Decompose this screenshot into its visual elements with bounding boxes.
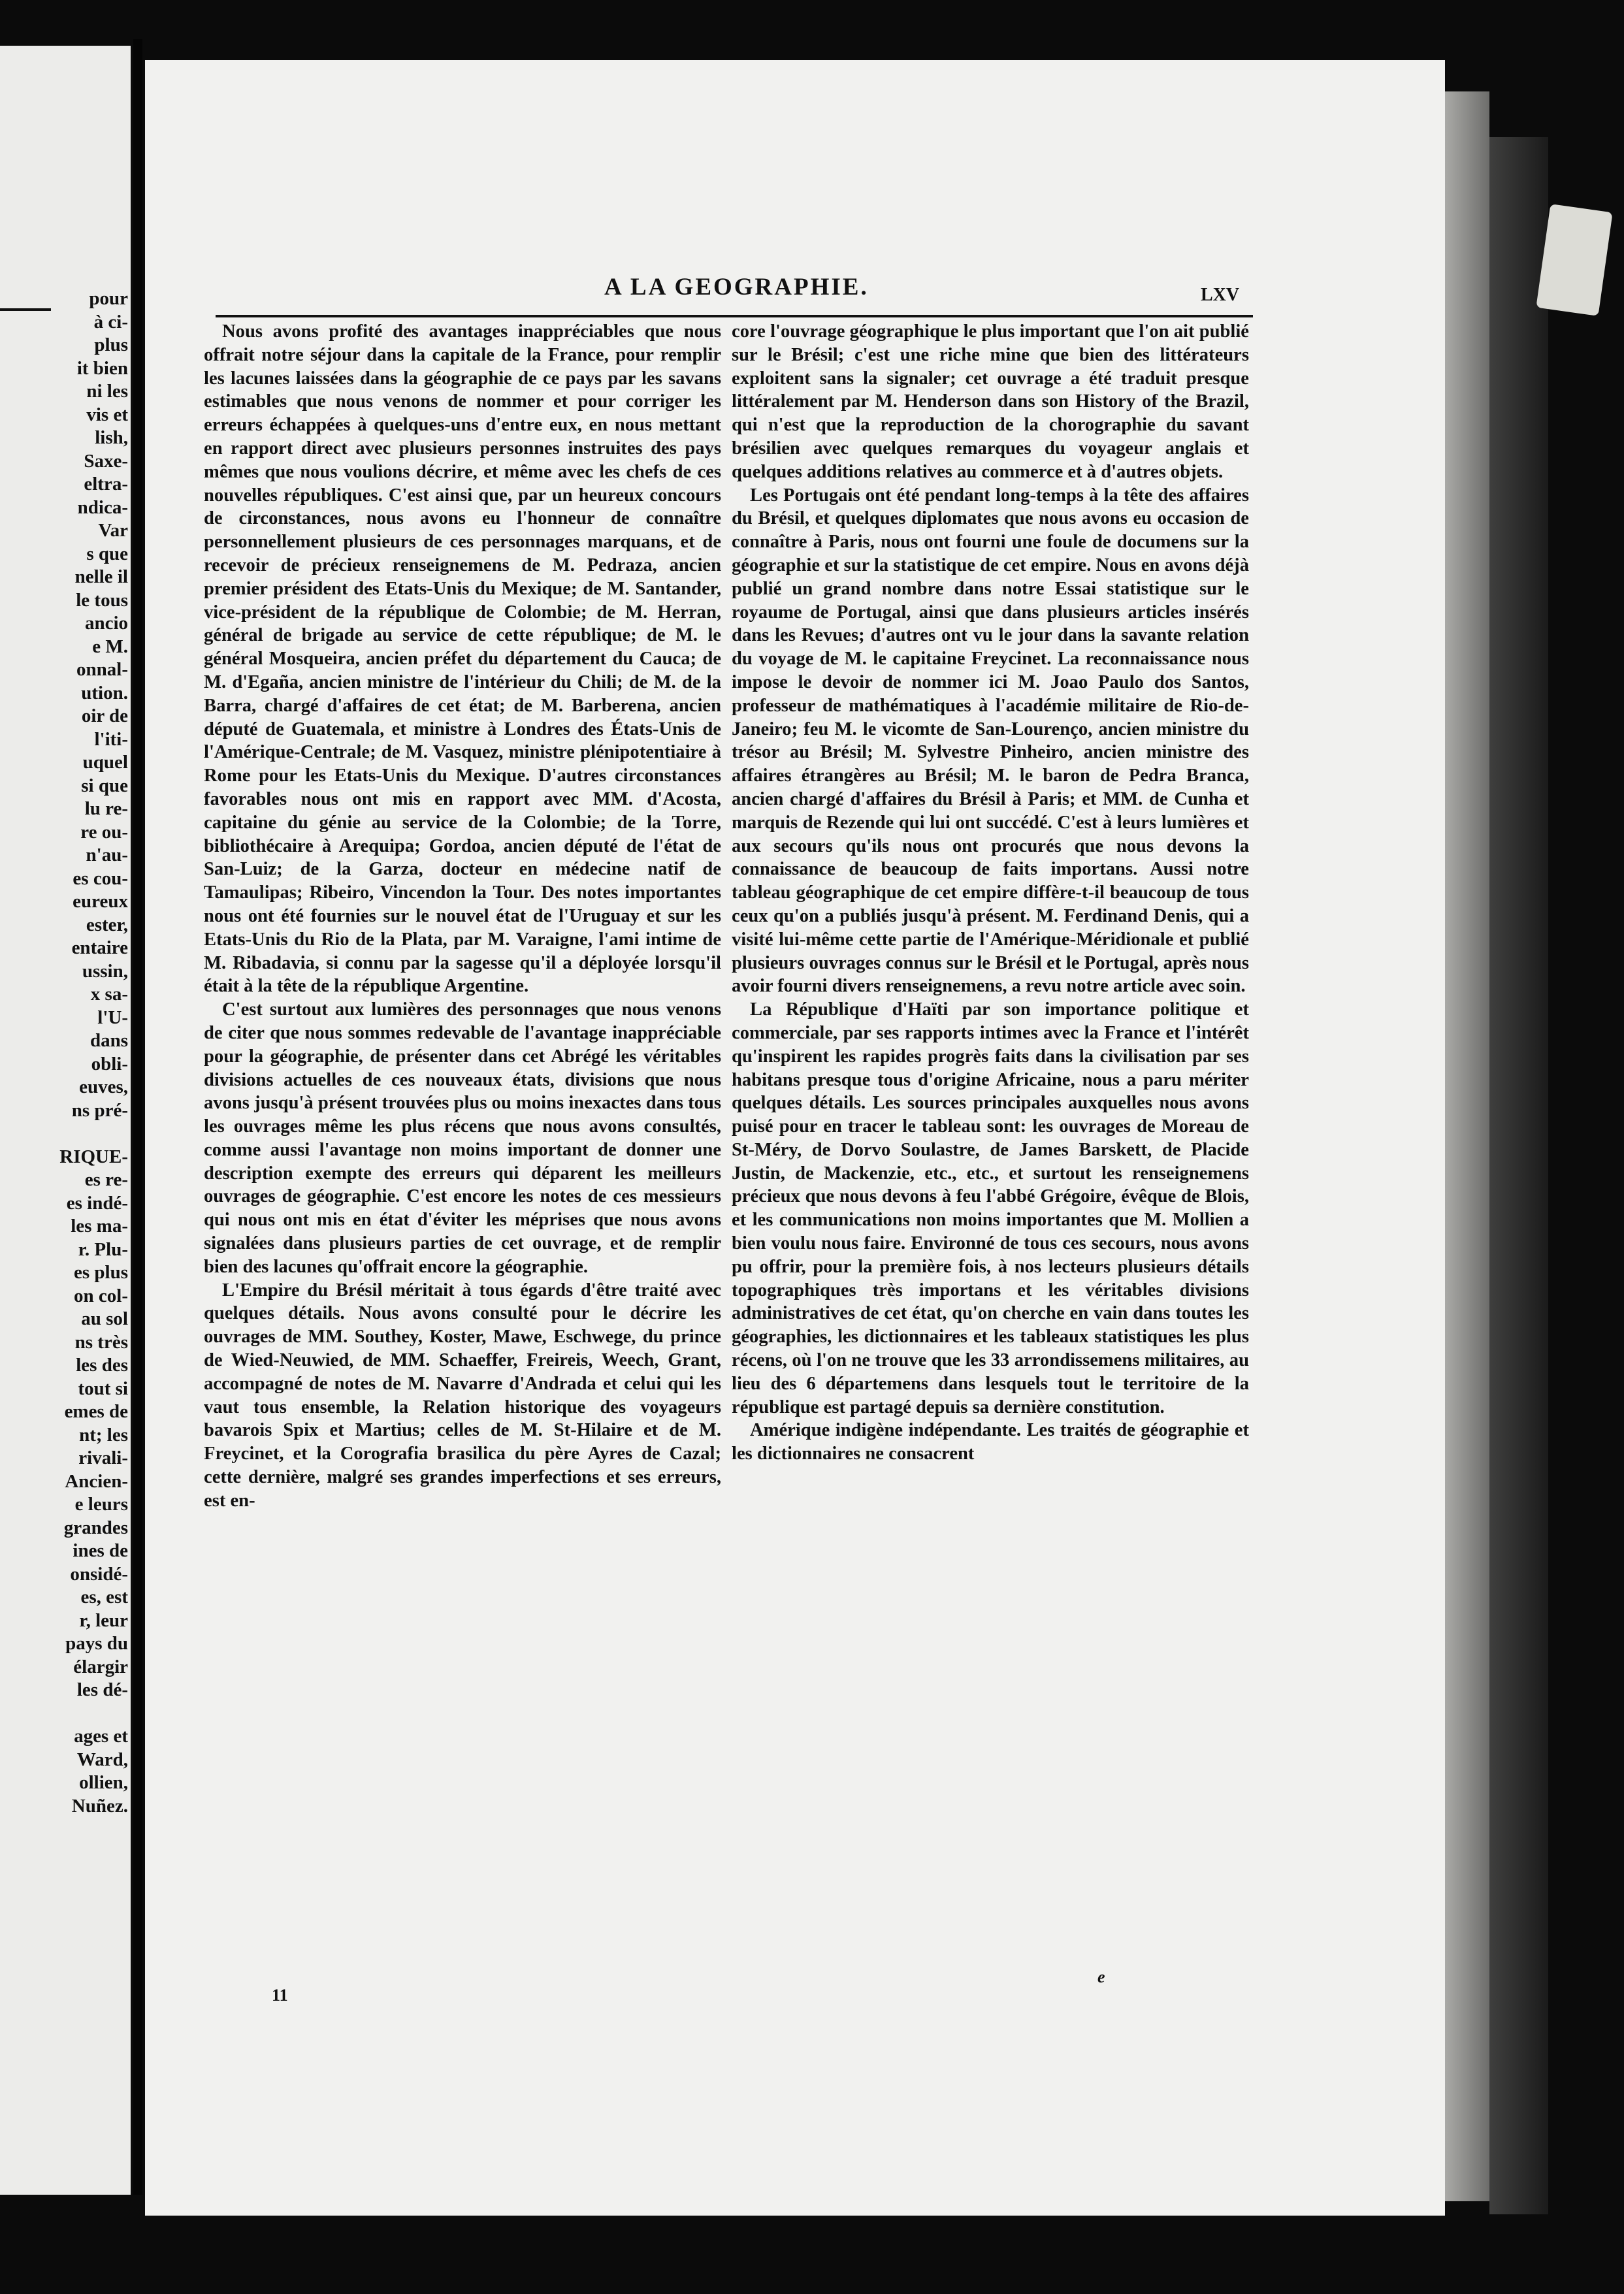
fragment-line [4, 1122, 128, 1146]
fragment-line: ution. [81, 682, 128, 703]
fragment-line: ussin, [82, 960, 128, 982]
signature-mark-right: e [1097, 1967, 1105, 1986]
page-number: LXV [1201, 285, 1240, 305]
fragment-line: Ward, [76, 1749, 128, 1770]
fragment-line: r, leur [79, 1609, 128, 1631]
fragment-line: le tous [76, 589, 128, 611]
fragment-line: les ma- [71, 1216, 128, 1236]
paragraph: C'est surtout aux lumières des personnages que nous venons de citer que nous sommes redevable de l'avantage inappréciable pour la géographie, de présenter dans cet Abrégé les véritables divisions actuelles de ces nouveaux états, divisions que nous avons jusqu'à présent trouvées plus ou moins inexactes dans tous les ouvrages même les plus récens que nous avons consultés, comme aussi l'avantage non moins important de donner une description exempte des erreurs qui déparent les meilleurs ouvrages de géographie. C'est encore les notes de ces messieurs qui nous ont mis en état d'éviter les méprises que nous avons signalées dans plusieurs parties de cet ouvrage, et de remplir bien des lacunes qu'offrait encore la géographie. [204, 999, 721, 1277]
fragment-line: ines de [73, 1540, 128, 1561]
fragment-line: emes de [64, 1401, 128, 1422]
paragraph: Nous avons profité des avantages inappréciables que nous offrait notre séjour dans la capitale de la France, pour remplir les lacunes laissées dans la géographie de ce pays par les savans estimables que nous venons de nommer et pour corriger les erreurs échappées à quelques-uns d'entre eux, en nous mettant en rapport direct avec plusieurs personnes instruites des pays mêmes que nous voulions décrire, et même avec les chefs de ces nouvelles républiques. C'est ainsi que, par un heureux concours de circonstances, nous avons eu l'honneur de connaître personnellement plusieurs de ces personnages marquans, et de recevoir de précieux renseignemens de M. Pedraza, ancien premier président des Etats-Unis du Mexique; de M. Santander, vice-président de la république de Colombie; de M. Herran, général de brigade au service de cette république; de M. le général Mosqueira, ancien préfet du département du Cauca; de M. d'Egaña, ancien ministre de l'intérieur du Chili; de M. de la Barra, chargé d'affaires de cet état; de M. Barberena, ancien député de Guatemala, et ministre à Londres des États-Unis de l'Amérique-Centrale; de M. Vasquez, ministre plénipotentiaire à Rome pour les Etats-Unis du Mexique. D'autres circonstances favorables nous ont mis en rapport avec MM. d'Acosta, capitaine du génie au service de la Colombie; de la Torre, bibliothécaire à Arequipa; Gordoa, ancien député de l'état de San-Luiz; de la Garza, docteur en médecine natif de Tamaulipas; Ribeiro, Vincendon la Tour. Des notes importantes nous ont été fournies sur le nouvel état de l'Uruguay et sur les Etats-Unis du Rio de la Plata, par M. Varaigne, l'ami intime de M. Ribadavia, si connu par la sagesse qu'il a déployée lorsqu'il était à la tête de la république Argentine. [204, 321, 721, 997]
fragment-line: pays du [65, 1633, 128, 1654]
fragment-line: es plus [73, 1262, 128, 1283]
fragment-line: vis et [86, 404, 128, 425]
fragment-line: lish, [95, 427, 128, 448]
fragment-line: nt; les [79, 1424, 128, 1446]
fragment-line: x sa- [90, 984, 128, 1005]
text-column-right [732, 320, 1249, 1466]
paragraph: Amérique indigène indépendante. Les traités de géographie et les dictionnaires ne consacrent [732, 1420, 1249, 1464]
book-spine-shadow [1489, 137, 1548, 2214]
facing-page [0, 46, 131, 2195]
fragment-line: s que [86, 543, 128, 564]
fragment-line: les dé- [76, 1679, 128, 1700]
fragment-line: grandes [63, 1517, 128, 1538]
fragment-line: lu re- [84, 798, 128, 819]
signature-mark: 11 [272, 1986, 288, 2005]
facing-page-text-fragments [4, 287, 128, 1818]
fragment-line: it bien [76, 357, 128, 379]
fragment-line: Ancien- [65, 1470, 128, 1492]
fragment-line: uquel [82, 752, 128, 773]
book-gutter [133, 39, 142, 2195]
paper-scrap [1536, 204, 1612, 316]
fragment-line: nelle il [74, 566, 128, 587]
fragment-line: onnal- [76, 659, 128, 680]
fragment-line: oir de [81, 705, 128, 726]
fragment-line: r. Plu- [78, 1238, 128, 1260]
fragment-line: eltra- [84, 474, 128, 494]
fragment-line [4, 1702, 128, 1726]
text-column-left [204, 320, 721, 1513]
fragment-line: n'au- [86, 845, 128, 865]
running-head: A LA GEOGRAPHIE. [604, 274, 869, 300]
fragment-line: es indé- [66, 1192, 128, 1214]
fragment-line: si que [81, 775, 128, 796]
fragment-line: re ou- [80, 821, 128, 843]
fragment-line: Var [98, 520, 128, 541]
fragment-line: es, est [80, 1587, 128, 1607]
paragraph: Les Portugais ont été pendant long-temps à la tête des affaires du Brésil, et quelques diplomates que nous avons eu occasion de connaître à Paris, nous ont fourni une foule de documens sur la géographie et sur la statistique de cet empire. Nous en avons déjà publié un grand nombre dans notre Essai statistique sur le royaume de Portugal, ainsi que dans plusieurs articles insérés dans les Revues; d'autres ont vu le jour dans la savante relation du voyage de M. le capitaine Freycinet. La reconnaissance nous impose le devoir de nommer ici M. Joao Paulo dos Santos, professeur de mathématiques à l'académie militaire de Rio-de-Janeiro; feu M. le vicomte de San-Lourenço, ancien ministre du trésor au Brésil; M. Sylvestre Pinheiro, ancien ministre des affaires étrangères au Brésil; M. le baron de Pedra Branca, ancien chargé d'affaires du Brésil à Paris; et MM. de Cunha et marquis de Rezende qui lui ont succédé. C'est à leurs lumières et aux secours qu'ils nous ont procurés que nous devons la connaissance de beaucoup de faits importans. Aussi notre tableau géographique de cet empire diffère-t-il beaucoup de tous ceux qu'on a publiés jusqu'à présent. M. Ferdinand Denis, qui a visité lui-même cette partie de l'Amérique-Méridionale et publié plusieurs ouvrages connus sur le Brésil et le Portugal, après nous avoir fourni divers renseignemens, a revu notre article avec soin. [732, 485, 1249, 997]
fragment-line: plus [94, 334, 128, 355]
fragment-line: les des [76, 1355, 128, 1376]
paragraph: La République d'Haïti par son importance politique et commerciale, par ses rapports intimes avec la France et l'intérêt qu'inspirent les rapides progrès faits dans la civilisation par ses habitans presque tous d'origine Africaine, nous a paru mériter quelques détails. Les sources principales auxquelles nous avons puisé pour en tracer le tableau sont: les ouvrages de Moreau de St-Méry, de Dorvo Soulastre, de James Barskett, de Placide Justin, de Mackenzie, etc., etc., et surtout les renseignemens précieux que nous devons à feu l'abbé Grégoire, évêque de Blois, et les communications non moins importantes que M. Mollien a bien voulu nous faire. Environné de tous ces secours, nous avons pu offrir, pour la première fois, à nos lecteurs plusieurs détails topographiques très importans et les véritables divisions administratives de cet état, qu'on cherche en vain dans toutes les géographies, les dictionnaires et les tableaux statistiques les plus récens, où l'on ne trouve que les 33 arrondissemens militaires, au lieu des 6 départemens dans lesquels tout le territoire de la république est partagé depuis sa dernière constitution. [732, 999, 1249, 1417]
fragment-line: ns très [74, 1331, 128, 1353]
fragment-line: à ci- [93, 311, 128, 332]
fragment-line: es re- [84, 1169, 128, 1190]
fragment-line: ndica- [77, 496, 128, 518]
fragment-line: obli- [91, 1053, 128, 1074]
fragment-line: ollien, [79, 1772, 128, 1793]
fragment-line: entaire [71, 937, 128, 958]
paragraph: core l'ouvrage géographique le plus important que l'on ait publié sur le Brésil; c'est une riche mine que bien des littérateurs exploitent sans la signaler; cet ouvrage a été traduit presque littéralement par M. Henderson dans son History of the Brazil, qui n'est que la reproduction de la chorographie du savant brésilien avec quelques remarques du voyageur anglais et quelques additions relatives au commerce et à d'autres objets. [732, 321, 1249, 482]
fragment-line: l'iti- [94, 728, 128, 750]
fragment-line: ns pré- [71, 1099, 128, 1121]
fragment-line: ages et [74, 1726, 128, 1747]
fragment-line: e M. [92, 636, 128, 657]
fragment-line: Saxe- [84, 450, 128, 472]
fragment-line: RIQUE- [59, 1146, 128, 1167]
fragment-line: onsidé- [70, 1563, 128, 1585]
fragment-line: euves, [79, 1076, 128, 1097]
fragment-line: l'U- [97, 1007, 128, 1028]
fragment-line: tout si [78, 1378, 128, 1399]
fragment-line: au sol [81, 1308, 128, 1329]
fragment-line: e leurs [74, 1494, 128, 1515]
fragment-line: on col- [74, 1285, 128, 1306]
paragraph: L'Empire du Brésil méritait à tous égards d'être traité avec quelques détails. Nous avons consulté pour le décrire les ouvrages de MM. Southey, Koster, Mawe, Eschwege, du prince de Wied-Neuwied, de MM. Schaeffer, Freireis, Weech, Grant, accompagné de notes de M. Navarre d'Andrada et celui qui les vaut tous ensemble, la Relation historique des voyageurs bavarois Spix et Martius; celles de M. St-Hilaire et de M. Freycinet, et la Corografia brasilica du père Ayres de Cazal; cette dernière, malgré ses grandes imperfections et ses erreurs, est en- [204, 1280, 721, 1511]
fragment-line: élargir [73, 1656, 128, 1677]
fragment-line: dans [89, 1030, 128, 1051]
fragment-line: es cou- [73, 867, 128, 889]
fragment-line: ester, [86, 914, 128, 935]
header-rule [216, 315, 1253, 317]
fragment-line: ni les [86, 381, 128, 402]
fragment-line: rivali- [78, 1447, 128, 1468]
fragment-line: pour [89, 288, 128, 309]
fragment-line: eureux [73, 891, 128, 912]
fragment-line: ancio [84, 613, 128, 634]
fragment-line: Nuñez. [71, 1795, 128, 1817]
